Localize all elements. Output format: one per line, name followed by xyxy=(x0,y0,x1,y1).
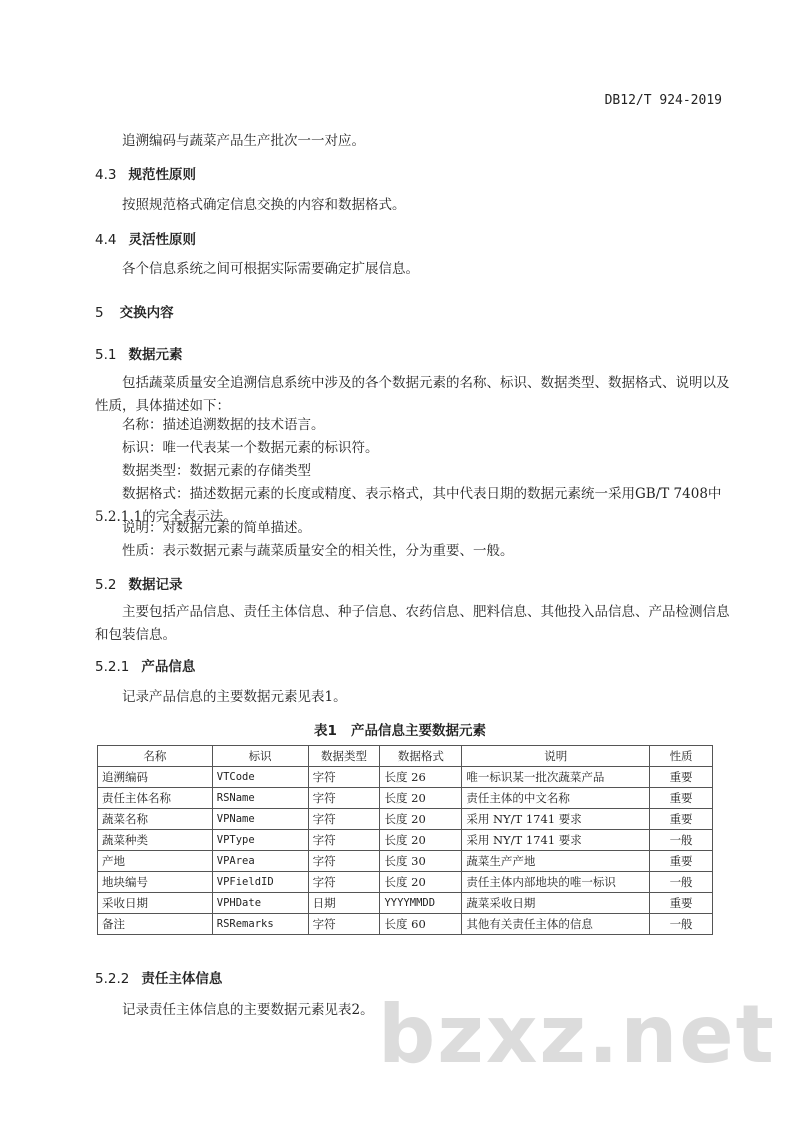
section-title: 交换内容 xyxy=(119,305,174,321)
cell-name: 地块编号 xyxy=(98,872,213,893)
section-title: 产品信息 xyxy=(141,659,196,675)
item-nature: 性质：表示数据元素与蔬菜质量安全的相关性，分为重要、一般。 xyxy=(122,543,514,559)
table-label: 表1 xyxy=(314,723,337,739)
cell-description: 采用 NY/T 1741 要求 xyxy=(462,830,650,851)
header-data-format: 数据格式 xyxy=(380,746,462,767)
heading-5-2-2 xyxy=(95,967,222,987)
paragraph-5-2-2: 记录责任主体信息的主要数据元素见表2。 xyxy=(122,1002,374,1018)
heading-5-2 xyxy=(95,573,182,593)
cell-name: 责任主体名称 xyxy=(98,788,213,809)
item-data-format: 数据格式：描述数据元素的长度或精度、表示格式，其中代表日期的数据元素统一采用GB/T 7408中5.2.1.1的完全表示法。 xyxy=(95,486,722,525)
cell-identifier: VPType xyxy=(212,830,308,851)
cell-data-format: 长度 20 xyxy=(380,788,462,809)
table-caption: 产品信息主要数据元素 xyxy=(350,723,486,739)
table-row xyxy=(98,914,713,935)
paragraph-5-1: 包括蔬菜质量安全追溯信息系统中涉及的各个数据元素的名称、标识、数据类型、数据格式、说明以及性质，具体描述如下： xyxy=(95,375,730,414)
cell-name: 蔬菜名称 xyxy=(98,809,213,830)
header-identifier: 标识 xyxy=(212,746,308,767)
cell-name: 追溯编码 xyxy=(98,767,213,788)
paragraph-5-2-1: 记录产品信息的主要数据元素见表1。 xyxy=(122,689,347,705)
cell-data-type: 字符 xyxy=(308,830,380,851)
cell-nature: 一般 xyxy=(650,872,713,893)
cell-data-format: 长度 20 xyxy=(380,809,462,830)
section-number: 5 xyxy=(95,305,104,321)
cell-data-format: 长度 60 xyxy=(380,914,462,935)
header-data-type: 数据类型 xyxy=(308,746,380,767)
section-title: 灵活性原则 xyxy=(128,232,196,248)
watermark: bzxz.net xyxy=(378,988,776,1081)
table-1-title xyxy=(0,719,800,739)
cell-name: 采收日期 xyxy=(98,893,213,914)
section-number: 5.2.2 xyxy=(95,971,130,987)
section-number: 5.2 xyxy=(95,577,117,593)
cell-description: 责任主体的中文名称 xyxy=(462,788,650,809)
cell-nature: 重要 xyxy=(650,809,713,830)
item-description: 说明：对数据元素的简单描述。 xyxy=(122,520,311,536)
header-name: 名称 xyxy=(98,746,213,767)
section-title: 规范性原则 xyxy=(128,167,196,183)
heading-5-1 xyxy=(95,343,182,363)
section-title: 数据元素 xyxy=(128,347,183,363)
cell-name: 备注 xyxy=(98,914,213,935)
section-number: 4.4 xyxy=(95,232,117,248)
cell-name: 产地 xyxy=(98,851,213,872)
section-number: 5.2.1 xyxy=(95,659,130,675)
table-row xyxy=(98,851,713,872)
cell-nature: 重要 xyxy=(650,851,713,872)
table-header-row xyxy=(98,746,713,767)
table-row xyxy=(98,788,713,809)
heading-5-2-1 xyxy=(95,655,195,675)
table-row xyxy=(98,830,713,851)
section-title: 责任主体信息 xyxy=(141,971,223,987)
cell-identifier: VTCode xyxy=(212,767,308,788)
heading-4-4 xyxy=(95,228,196,248)
cell-data-format: 长度 20 xyxy=(380,872,462,893)
cell-data-type: 字符 xyxy=(308,851,380,872)
cell-description: 采用 NY/T 1741 要求 xyxy=(462,809,650,830)
cell-identifier: VPName xyxy=(212,809,308,830)
cell-data-type: 日期 xyxy=(308,893,380,914)
cell-identifier: RSRemarks xyxy=(212,914,308,935)
section-title: 数据记录 xyxy=(128,577,183,593)
cell-description: 唯一标识某一批次蔬菜产品 xyxy=(462,767,650,788)
cell-data-format: 长度 30 xyxy=(380,851,462,872)
section-number: 4.3 xyxy=(95,167,117,183)
cell-description: 责任主体内部地块的唯一标识 xyxy=(462,872,650,893)
table-row xyxy=(98,767,713,788)
table-row xyxy=(98,809,713,830)
cell-nature: 一般 xyxy=(650,914,713,935)
cell-nature: 重要 xyxy=(650,893,713,914)
intro-line: 追溯编码与蔬菜产品生产批次一一对应。 xyxy=(122,133,365,149)
header-description: 说明 xyxy=(462,746,650,767)
item-name: 名称：描述追溯数据的技术语言。 xyxy=(122,417,325,433)
cell-data-type: 字符 xyxy=(308,767,380,788)
heading-4-3 xyxy=(95,163,196,183)
cell-data-format: 长度 26 xyxy=(380,767,462,788)
header-nature: 性质 xyxy=(650,746,713,767)
cell-nature: 一般 xyxy=(650,830,713,851)
cell-identifier: VPFieldID xyxy=(212,872,308,893)
cell-identifier: VPHDate xyxy=(212,893,308,914)
paragraph-4-4: 各个信息系统之间可根据实际需要确定扩展信息。 xyxy=(122,261,419,277)
heading-5 xyxy=(95,301,174,321)
paragraph-5-2: 主要包括产品信息、责任主体信息、种子信息、农药信息、肥料信息、其他投入品信息、产品检测信息和包装信息。 xyxy=(95,604,730,643)
cell-data-type: 字符 xyxy=(308,872,380,893)
cell-data-type: 字符 xyxy=(308,788,380,809)
cell-nature: 重要 xyxy=(650,788,713,809)
product-data-elements-table xyxy=(97,745,713,935)
cell-data-type: 字符 xyxy=(308,809,380,830)
cell-data-format: 长度 20 xyxy=(380,830,462,851)
item-identifier: 标识：唯一代表某一个数据元素的标识符。 xyxy=(122,440,379,456)
document-id: DB12/T 924-2019 xyxy=(604,93,722,108)
cell-description: 蔬菜生产产地 xyxy=(462,851,650,872)
section-number: 5.1 xyxy=(95,347,117,363)
cell-data-type: 字符 xyxy=(308,914,380,935)
cell-nature: 重要 xyxy=(650,767,713,788)
paragraph-4-3: 按照规范格式确定信息交换的内容和数据格式。 xyxy=(122,197,406,213)
table-row xyxy=(98,893,713,914)
cell-identifier: RSName xyxy=(212,788,308,809)
cell-identifier: VPArea xyxy=(212,851,308,872)
table-row xyxy=(98,872,713,893)
cell-data-format: YYYYMMDD xyxy=(380,893,462,914)
cell-description: 蔬菜采收日期 xyxy=(462,893,650,914)
item-data-type: 数据类型：数据元素的存储类型 xyxy=(122,463,311,479)
cell-description: 其他有关责任主体的信息 xyxy=(462,914,650,935)
cell-name: 蔬菜种类 xyxy=(98,830,213,851)
